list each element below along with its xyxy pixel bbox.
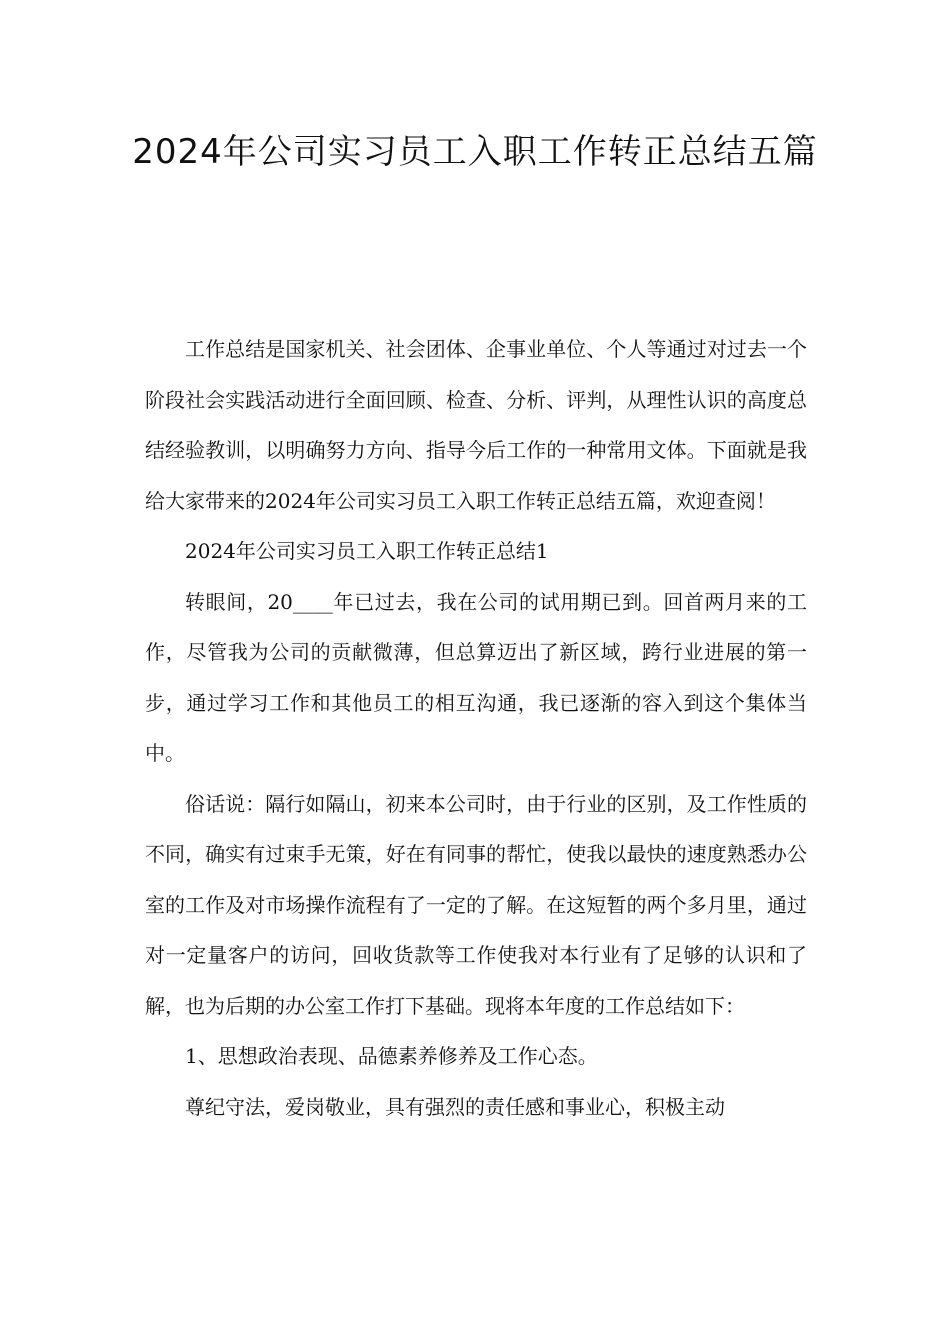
- body-paragraph: 尊纪守法，爱岗敬业，具有强烈的责任感和事业心，积极主动: [185, 1094, 725, 1119]
- document-title: 2024年公司实习员工入职工作转正总结五篇: [132, 132, 818, 172]
- document-body: [145, 324, 807, 1132]
- section-heading: 2024年公司实习员工入职工作转正总结1: [185, 539, 549, 563]
- body-paragraph: 俗话说：隔行如隔山，初来本公司时，由于行业的区别，及工作性质的不同，确实有过束手无策，好在有同事的帮忙，使我以最快的速度熟悉办公室的工作及对市场操作流程有了一定的了解。在这短暂的两个多月里，通过对一定量客户的访问，回收货款等工作使我对本行业有了足够的认识和了解，也为后期的办公室工作打下基础。现将本年度的工作总结如下：: [145, 791, 807, 1018]
- body-paragraph: 转眼间，20____年已过去，我在公司的试用期已到。回首两月来的工作，尽管我为公司的贡献微薄，但总算迈出了新区域，跨行业进展的第一步，通过学习工作和其他员工的相互沟通，我已逐渐的容入到这个集体当中。: [145, 589, 807, 765]
- intro-paragraph: 工作总结是国家机关、社会团体、企事业单位、个人等通过对过去一个阶段社会实践活动进行全面回顾、检查、分析、评判，从理性认识的高度总结经验教训，以明确努力方向、指导今后工作的一种常用文体。下面就是我给大家带来的2024年公司实习员工入职工作转正总结五篇，欢迎查阅！: [145, 337, 807, 513]
- list-heading: 1、思想政治表现、品德素养修养及工作心态。: [185, 1044, 598, 1068]
